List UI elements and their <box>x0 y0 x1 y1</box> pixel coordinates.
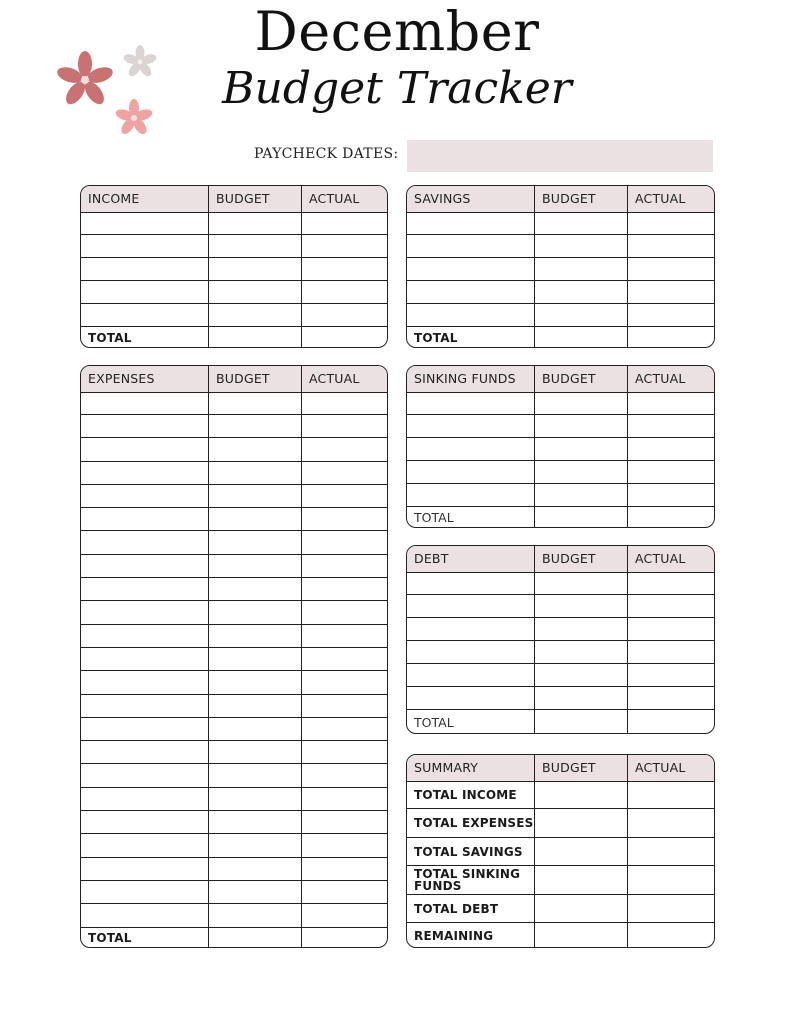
table-row[interactable] <box>81 904 387 927</box>
total-row[interactable] <box>407 327 714 348</box>
budget-header: BUDGET <box>535 755 628 781</box>
table-row[interactable] <box>81 235 387 258</box>
table-row[interactable] <box>81 281 387 304</box>
table-header <box>81 186 387 213</box>
table-row[interactable] <box>81 601 387 624</box>
summary-label: TOTAL INCOME <box>407 782 535 808</box>
total-row[interactable] <box>407 710 714 734</box>
table-body <box>81 213 387 348</box>
sinking-funds-header: SINKING FUNDS <box>407 366 535 392</box>
table-row[interactable] <box>81 834 387 857</box>
table-row[interactable] <box>407 484 714 507</box>
table-row[interactable] <box>81 788 387 811</box>
table-header <box>81 366 387 393</box>
flower-icon <box>114 99 153 136</box>
table-row[interactable] <box>407 258 714 281</box>
table-header <box>407 546 714 573</box>
table-row[interactable] <box>81 393 387 415</box>
table-row[interactable] <box>81 695 387 718</box>
total-row[interactable] <box>81 327 387 348</box>
table-row[interactable] <box>81 485 387 508</box>
table-row[interactable] <box>81 764 387 787</box>
table-body <box>407 393 714 528</box>
budget-header: BUDGET <box>209 366 302 392</box>
total-label: TOTAL <box>407 507 535 528</box>
table-row[interactable] <box>81 415 387 438</box>
expenses-header: EXPENSES <box>81 366 209 392</box>
table-body <box>407 213 714 348</box>
summary-label: REMAINING <box>407 923 535 948</box>
flower-icon <box>55 51 114 108</box>
actual-header: ACTUAL <box>309 371 360 386</box>
budget-header: BUDGET <box>535 546 628 572</box>
summary-table <box>406 754 715 948</box>
total-label: TOTAL <box>81 327 209 348</box>
actual-header: ACTUAL <box>309 191 360 206</box>
table-row[interactable] <box>407 393 714 415</box>
table-header <box>407 755 714 782</box>
table-row[interactable] <box>407 461 714 484</box>
table-row[interactable] <box>81 508 387 531</box>
budget-header: BUDGET <box>535 366 628 392</box>
paycheck-dates-field[interactable] <box>407 140 713 172</box>
actual-header: ACTUAL <box>635 551 686 566</box>
page-subtitle: Budget Tracker <box>222 63 572 114</box>
summary-row-remaining[interactable] <box>407 923 714 948</box>
table-row[interactable] <box>81 531 387 554</box>
summary-label: TOTAL SAVINGS <box>407 838 535 865</box>
table-row[interactable] <box>81 881 387 904</box>
summary-row-total-savings[interactable] <box>407 838 714 866</box>
summary-row-total-sinking-funds[interactable] <box>407 866 714 895</box>
table-row[interactable] <box>407 304 714 327</box>
page-title: December <box>254 0 540 63</box>
total-label: TOTAL <box>407 710 535 734</box>
table-header <box>407 366 714 393</box>
table-row[interactable] <box>81 304 387 327</box>
table-row[interactable] <box>81 462 387 485</box>
table-row[interactable] <box>81 438 387 461</box>
table-row[interactable] <box>407 213 714 235</box>
table-row[interactable] <box>407 618 714 641</box>
table-row[interactable] <box>81 671 387 694</box>
table-row[interactable] <box>81 718 387 741</box>
summary-row-total-income[interactable] <box>407 782 714 809</box>
budget-header: BUDGET <box>209 186 302 212</box>
summary-label: TOTAL DEBT <box>407 895 535 922</box>
savings-table <box>406 185 715 348</box>
table-row[interactable] <box>81 555 387 578</box>
savings-header: SAVINGS <box>407 186 535 212</box>
budget-header: BUDGET <box>535 186 628 212</box>
table-row[interactable] <box>407 687 714 710</box>
income-header: INCOME <box>81 186 209 212</box>
actual-header: ACTUAL <box>635 760 686 775</box>
summary-header: SUMMARY <box>407 755 535 781</box>
summary-row-total-expenses[interactable] <box>407 809 714 838</box>
actual-header: ACTUAL <box>635 371 686 386</box>
table-row[interactable] <box>407 438 714 461</box>
table-row[interactable] <box>407 595 714 618</box>
table-row[interactable] <box>81 258 387 281</box>
table-row[interactable] <box>407 235 714 258</box>
table-row[interactable] <box>407 664 714 687</box>
income-table <box>80 185 388 348</box>
table-row[interactable] <box>81 811 387 834</box>
table-row[interactable] <box>81 578 387 601</box>
table-row[interactable] <box>81 858 387 881</box>
table-row[interactable] <box>81 648 387 671</box>
table-body <box>407 782 714 948</box>
total-label: TOTAL <box>407 327 535 348</box>
table-header <box>407 186 714 213</box>
table-row[interactable] <box>407 573 714 595</box>
table-row[interactable] <box>407 641 714 664</box>
summary-row-total-debt[interactable] <box>407 895 714 923</box>
actual-header: ACTUAL <box>635 191 686 206</box>
flower-icon <box>122 45 157 78</box>
table-row[interactable] <box>407 415 714 438</box>
table-row[interactable] <box>81 625 387 648</box>
summary-label: TOTAL SINKING FUNDS <box>407 866 535 894</box>
debt-table <box>406 545 715 734</box>
paycheck-dates-label: PAYCHECK DATES: <box>254 146 399 162</box>
total-label: TOTAL <box>81 928 209 948</box>
table-body <box>407 573 714 734</box>
total-row[interactable] <box>81 928 387 948</box>
table-row[interactable] <box>81 213 387 235</box>
debt-header: DEBT <box>407 546 535 572</box>
sinking-funds-table <box>406 365 715 528</box>
table-row[interactable] <box>81 741 387 764</box>
table-body <box>81 393 387 948</box>
total-row[interactable] <box>407 507 714 528</box>
summary-label: TOTAL EXPENSES <box>407 809 535 837</box>
flower-decoration <box>48 40 168 150</box>
table-row[interactable] <box>407 281 714 304</box>
expenses-table <box>80 365 388 948</box>
